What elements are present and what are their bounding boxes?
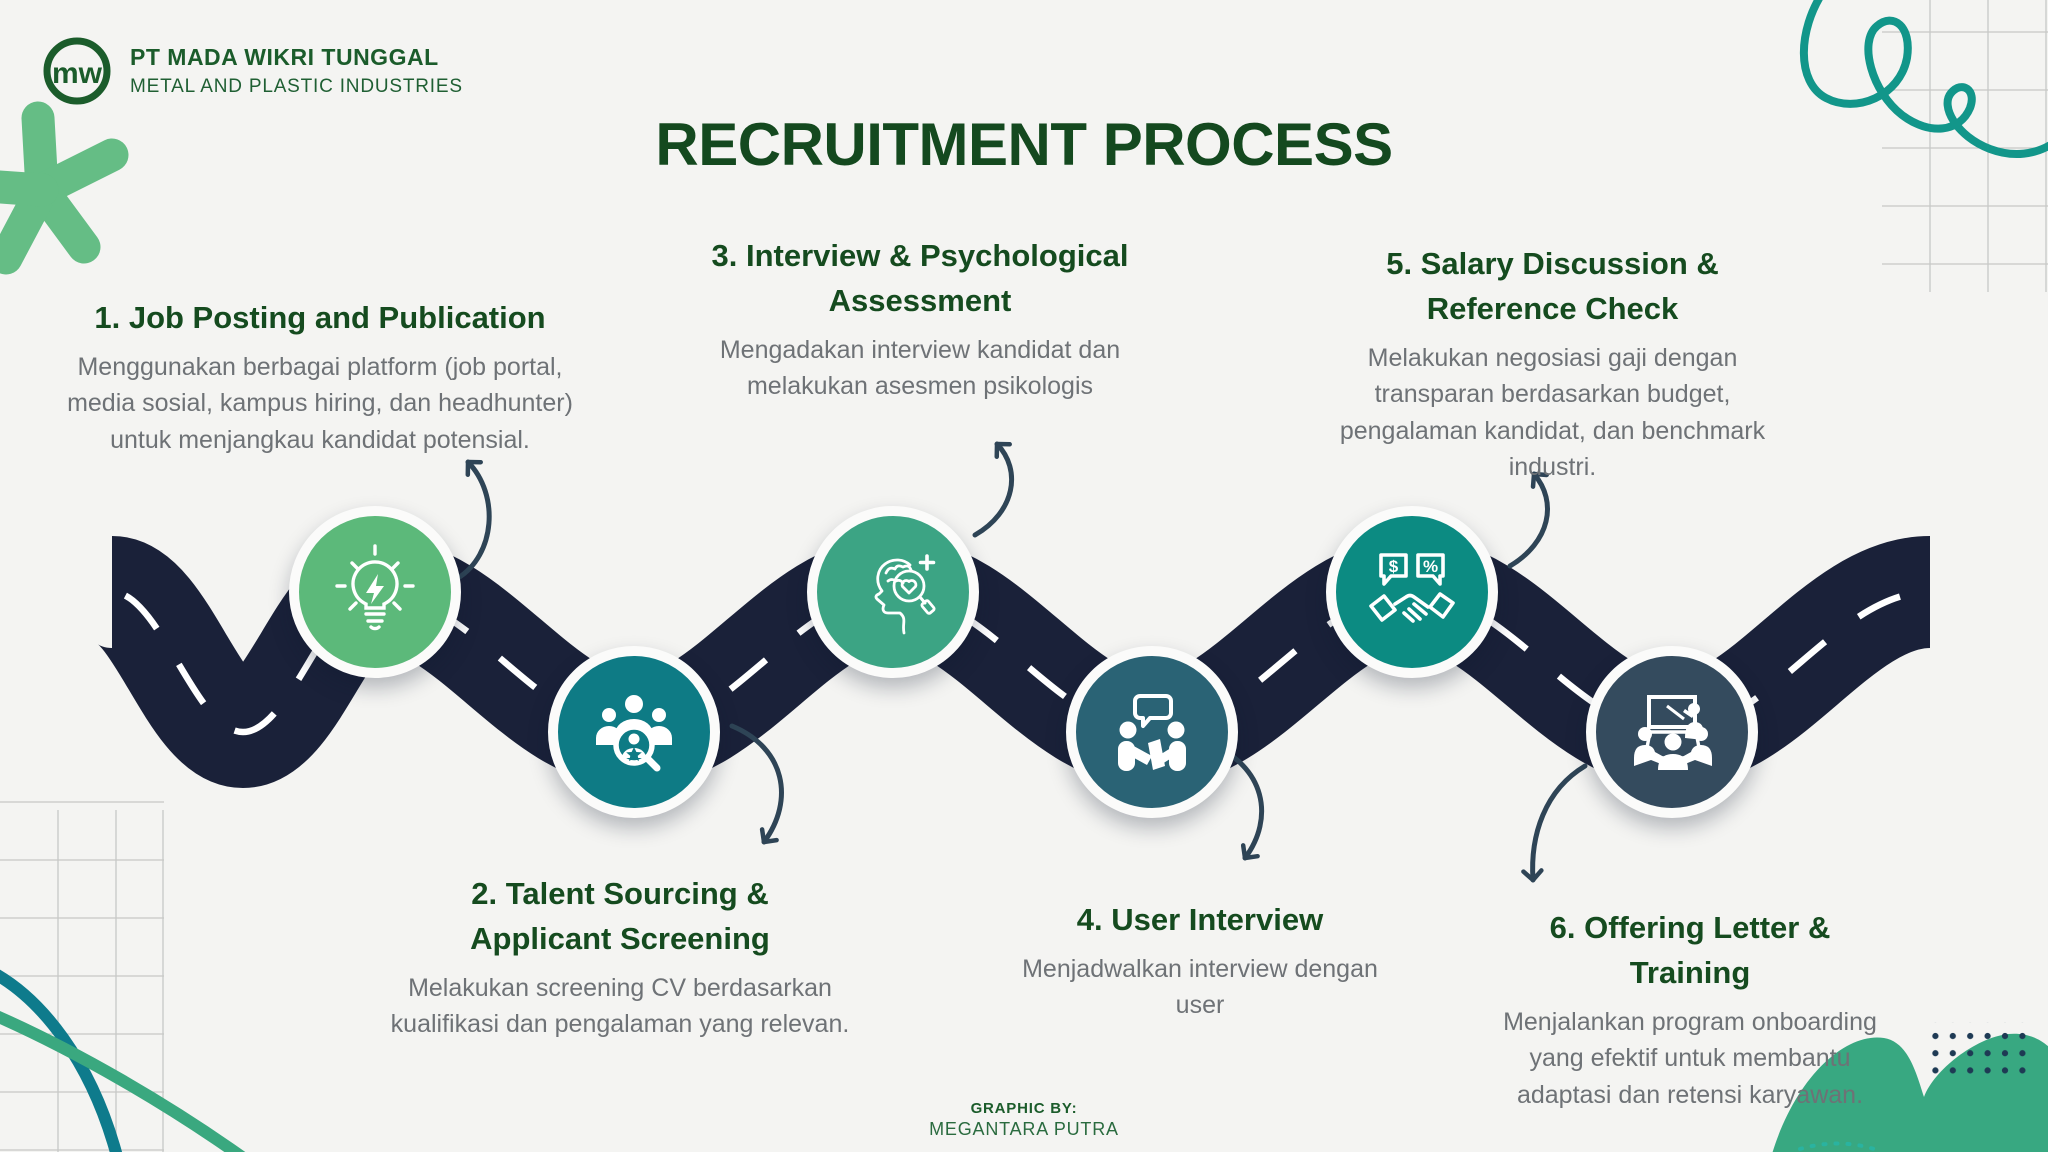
dot-grid-decoration bbox=[1929, 1022, 2029, 1084]
talent-search-icon bbox=[584, 682, 684, 782]
brand-header bbox=[38, 26, 463, 116]
company-name: PT MADA WIKRI TUNGGAL bbox=[130, 44, 439, 70]
psych-assessment-icon bbox=[843, 542, 943, 642]
arrow-to-step-6 bbox=[1533, 766, 1585, 880]
step-5-body: Melakukan negosiasi gaji dengan transparan berdasarkan budget, pengalaman kandidat, dan benchmark industri. bbox=[1339, 343, 1766, 482]
step-3-text bbox=[660, 234, 1180, 405]
step-6-text bbox=[1450, 906, 1930, 1113]
step-2-heading: 2. Talent Sourcing & Applicant Screening bbox=[470, 876, 770, 956]
step-1-text bbox=[40, 296, 600, 458]
step-1-heading: 1. Job Posting and Publication bbox=[94, 300, 546, 335]
step-4-text bbox=[1000, 898, 1400, 1024]
step-1-body: Menggunakan berbagai platform (job portal, media sosial, kampus hiring, dan headhunter) untuk menjangkau kandidat potensial. bbox=[67, 352, 573, 454]
step-4-heading: 4. User Interview bbox=[1076, 902, 1324, 937]
step-4-body: Menjadwalkan interview dengan user bbox=[1022, 954, 1378, 1020]
step-5-text bbox=[1330, 242, 1775, 486]
credit-label: GRAPHIC BY: bbox=[970, 1100, 1078, 1117]
step-2-text bbox=[370, 872, 870, 1043]
user-interview-icon bbox=[1102, 682, 1202, 782]
credit-block bbox=[0, 1100, 2048, 1140]
lightbulb-idea-icon bbox=[325, 542, 425, 642]
step-6-body: Menjalankan program onboarding yang efektif untuk membantu adaptasi dan retensi karyawan. bbox=[1503, 1007, 1877, 1109]
step-2-body: Melakukan screening CV berdasarkan kualifikasi dan pengalaman yang relevan. bbox=[390, 973, 850, 1039]
training-presentation-icon bbox=[1622, 682, 1722, 782]
arrow-to-step-3 bbox=[975, 444, 1012, 535]
step-2-circle bbox=[548, 646, 720, 818]
page-title: RECRUITMENT PROCESS bbox=[655, 111, 1393, 178]
step-3-heading: 3. Interview & Psychological Assessment bbox=[711, 238, 1129, 318]
step-6-heading: 6. Offering Letter & Training bbox=[1549, 910, 1831, 990]
svg-text:$: $ bbox=[1388, 557, 1399, 576]
step-4-circle bbox=[1066, 646, 1238, 818]
company-logo-icon bbox=[38, 26, 116, 116]
step-5-heading: 5. Salary Discussion & Reference Check bbox=[1386, 246, 1719, 326]
svg-text:%: % bbox=[1422, 557, 1439, 576]
credit-name: MEGANTARA PUTRA bbox=[929, 1119, 1119, 1139]
step-3-circle bbox=[807, 506, 979, 678]
salary-discussion-icon bbox=[1362, 542, 1462, 642]
arrow-to-step-5 bbox=[1510, 474, 1548, 566]
svg-text:mw: mw bbox=[51, 57, 103, 90]
step-5-circle bbox=[1326, 506, 1498, 678]
step-1-circle bbox=[289, 506, 461, 678]
step-3-body: Mengadakan interview kandidat dan melakukan asesmen psikologis bbox=[719, 335, 1121, 401]
arrow-to-step-1 bbox=[458, 462, 489, 578]
step-6-circle bbox=[1586, 646, 1758, 818]
company-tagline: METAL AND PLASTIC INDUSTRIES bbox=[130, 76, 463, 97]
